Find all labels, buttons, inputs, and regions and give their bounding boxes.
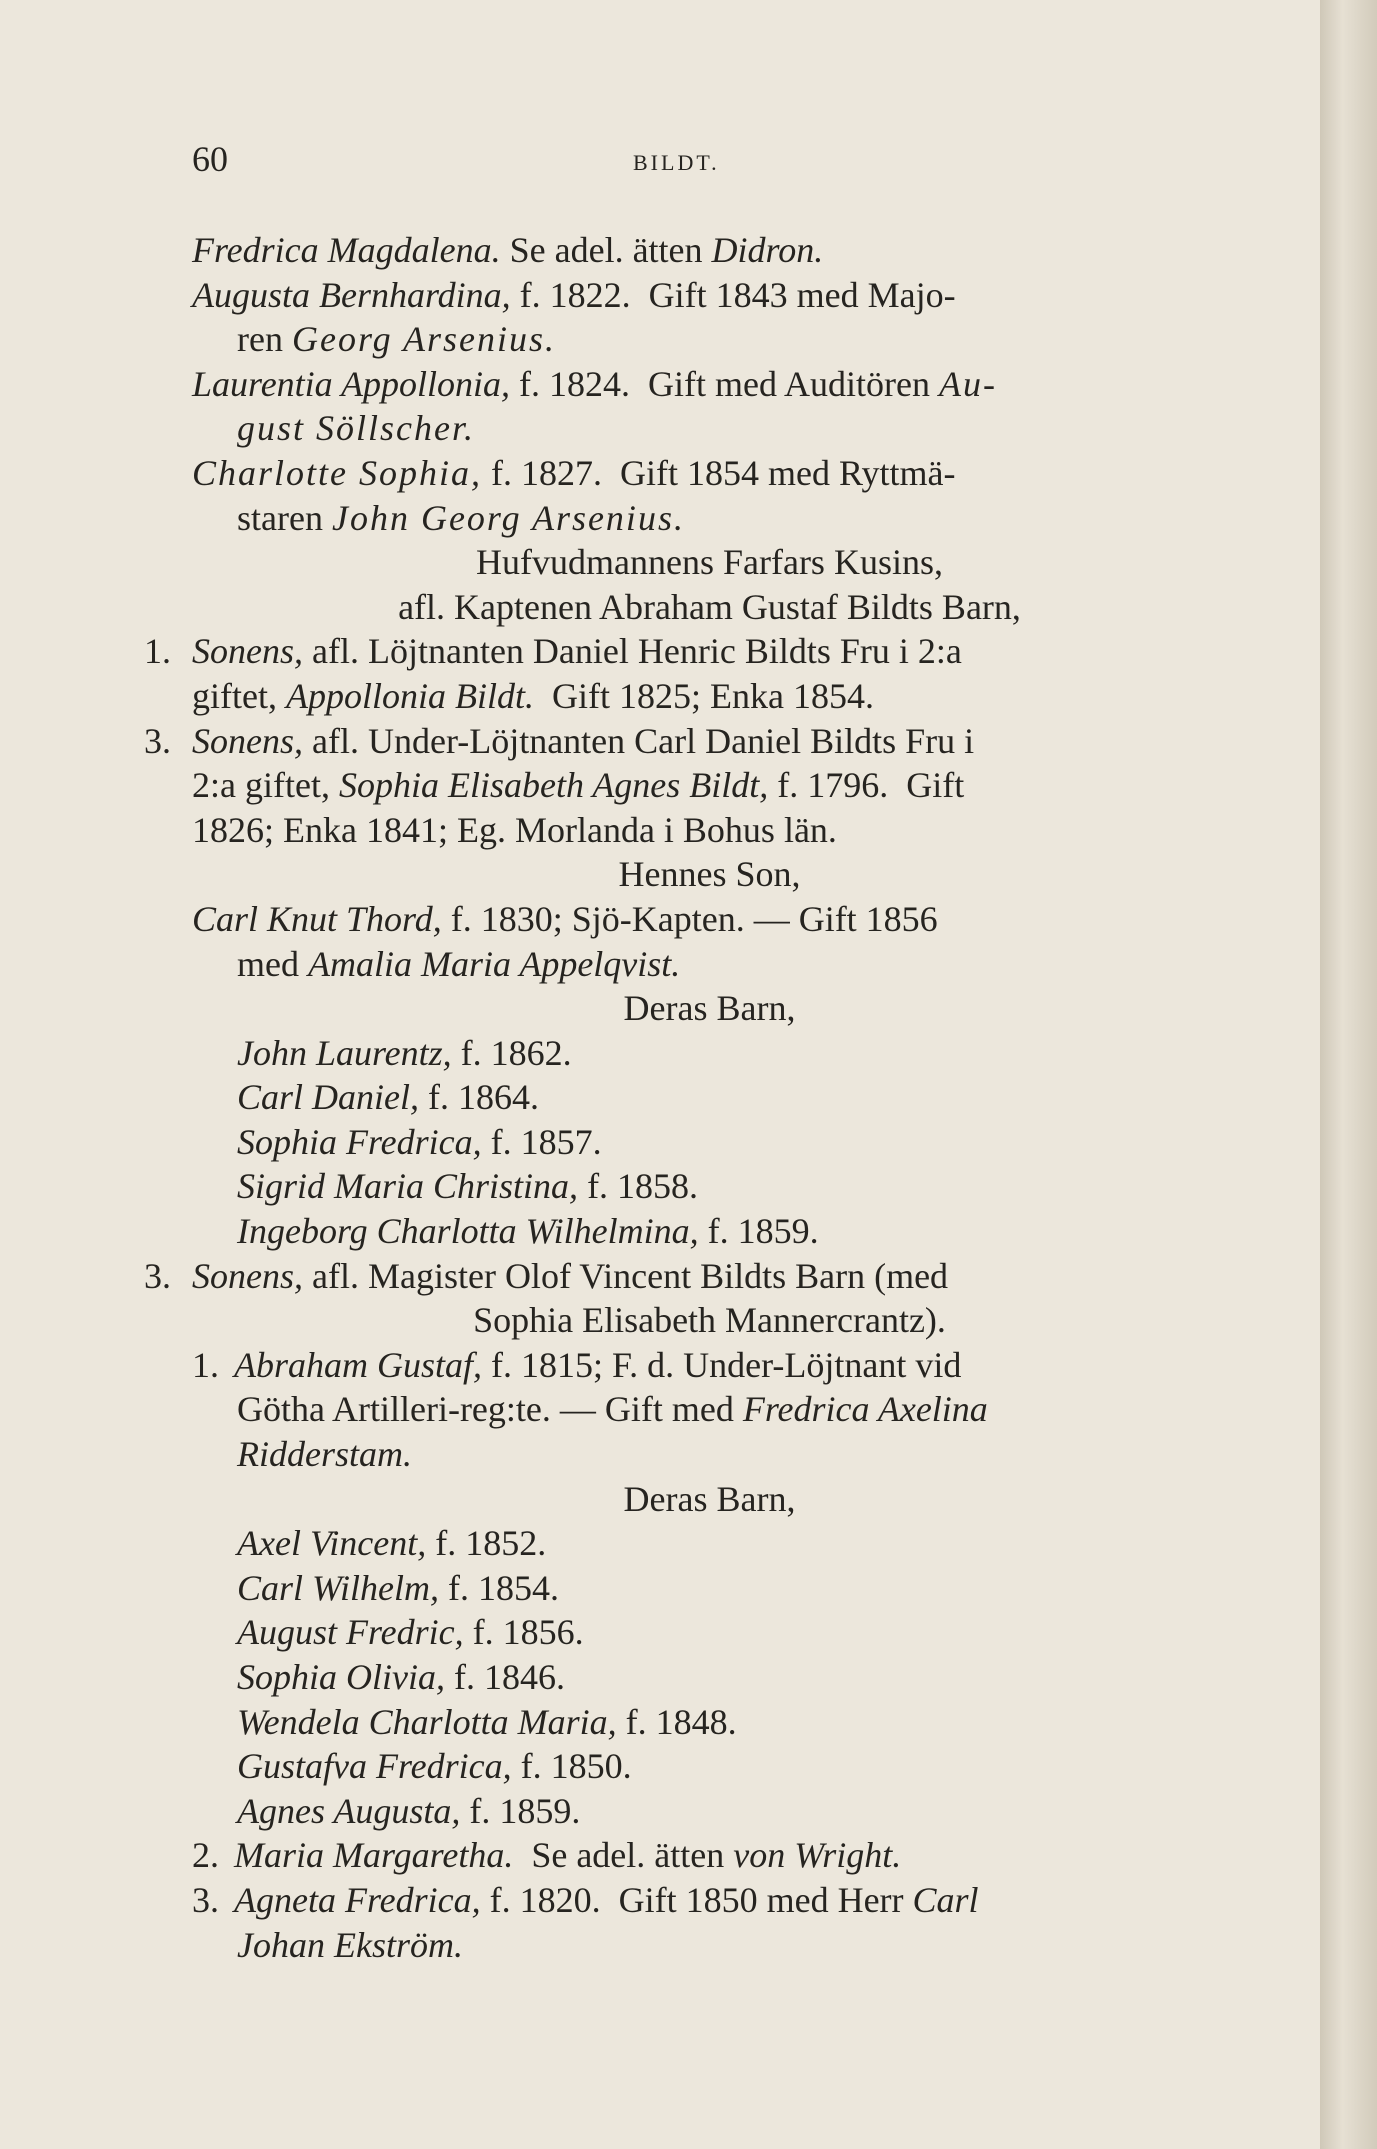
- line-text: f. 1830; Sjö-Kapten. — Gift 1856: [441, 898, 938, 939]
- spouse-name: Johan Ekström.: [237, 1924, 463, 1965]
- section-heading: Deras Barn,: [623, 988, 796, 1029]
- item-number: 1.: [192, 1344, 219, 1385]
- line-text: afl. Magister Olof Vincent Bildts Barn (med: [303, 1255, 949, 1296]
- text-line: [192, 1209, 1227, 1254]
- person-name: Wendela Charlotta Maria,: [237, 1701, 617, 1742]
- spouse-name: Georg Arsenius.: [291, 319, 556, 360]
- section-heading: Deras Barn,: [623, 1478, 796, 1519]
- line-text: f. 1827. Gift 1854 med Ryttmä-: [482, 452, 956, 493]
- text-line: [192, 451, 1227, 496]
- page-header: [0, 138, 1320, 188]
- text-line: [192, 228, 1227, 273]
- line-text: f. 1854.: [439, 1567, 560, 1608]
- text-line: [192, 763, 1227, 808]
- text-line: [192, 317, 1227, 362]
- person-name: John Laurentz,: [237, 1032, 452, 1073]
- line-text: afl. Under-Löjtnanten Carl Daniel Bildts Fru i: [303, 720, 975, 761]
- spouse-name: John Georg Arsenius.: [331, 497, 685, 538]
- line-text: Se adel. ätten: [509, 230, 712, 270]
- person-name: Appollonia Bildt.: [285, 675, 534, 716]
- person-name: Charlotte Sophia,: [192, 452, 483, 493]
- line-text: med: [237, 943, 308, 984]
- spouse-name: Au-: [938, 363, 997, 404]
- person-name: Laurentia Appollonia,: [192, 363, 511, 404]
- text-line: [192, 1789, 1227, 1834]
- spouse-name: Carl: [912, 1879, 979, 1920]
- person-name: Carl Knut Thord,: [192, 898, 442, 939]
- line-text: Götha Artilleri-reg:te. — Gift med: [237, 1389, 743, 1430]
- item-number: 3.: [144, 720, 171, 761]
- person-name: Carl Wilhelm,: [237, 1567, 440, 1608]
- section-heading: Hufvudmannens Farfars Kusins,: [476, 542, 943, 583]
- text-line: [192, 406, 1227, 451]
- person-name: Abraham Gustaf,: [234, 1344, 483, 1385]
- text-line: [192, 1432, 1227, 1477]
- text-line: [192, 1744, 1227, 1789]
- text-line: [192, 1566, 1227, 1611]
- line-text: ren: [237, 319, 292, 360]
- line-text: f. 1864.: [419, 1077, 540, 1118]
- text-line: [192, 1521, 1227, 1566]
- text-line: [192, 1655, 1227, 1700]
- spouse-name: Ridderstam.: [237, 1434, 412, 1475]
- line-text: f. 1822. Gift 1843 med Majo-: [510, 274, 956, 315]
- line-text: f. 1858.: [578, 1166, 699, 1207]
- text-line: [192, 496, 1227, 541]
- line-text: Gift 1825; Enka 1854.: [533, 675, 874, 716]
- person-name: Gustafva Fredrica,: [237, 1746, 512, 1787]
- spouse-name: gust Söllscher.: [237, 408, 476, 449]
- person-name: Ingeborg Charlotta Wilhelmina,: [237, 1211, 699, 1252]
- text-line: [192, 942, 1227, 987]
- text-line: [192, 674, 1227, 719]
- text-line: [192, 1164, 1227, 1209]
- text-line: [192, 1923, 1227, 1968]
- text-line: [192, 273, 1227, 318]
- section-heading: Hennes Son,: [618, 854, 801, 895]
- line-text: staren: [237, 497, 332, 538]
- text-line: [144, 1254, 1227, 1299]
- text-line: [192, 897, 1227, 942]
- line-text: f. 1848.: [616, 1701, 737, 1742]
- person-name: Fredrica Magdalena.: [192, 230, 501, 270]
- item-number: 3.: [144, 1255, 171, 1296]
- family-name: Didron.: [711, 230, 824, 270]
- person-name: Sigrid Maria Christina,: [237, 1166, 579, 1207]
- person-name: Augusta Bernhardina,: [192, 274, 511, 315]
- line-text: f. 1850.: [511, 1746, 632, 1787]
- line-text: f. 1820. Gift 1850 med Herr: [480, 1879, 913, 1920]
- person-name: Maria Margaretha.: [234, 1835, 514, 1876]
- line-text: f. 1824. Gift med Auditören: [510, 363, 939, 404]
- text-line: [192, 1833, 1227, 1878]
- page-body: [144, 228, 1227, 1967]
- text-line: [192, 1610, 1227, 1655]
- text-line: [144, 629, 1227, 674]
- line-text: f. 1796. Gift: [768, 765, 965, 806]
- family-name: von Wright.: [733, 1835, 902, 1876]
- line-label: Sonens,: [192, 720, 303, 761]
- person-name: Sophia Fredrica,: [237, 1121, 482, 1162]
- person-name: Axel Vincent,: [237, 1523, 427, 1564]
- text-line: [192, 1031, 1227, 1076]
- book-gutter: [1320, 0, 1377, 2149]
- text-line: [192, 362, 1227, 407]
- section-heading: afl. Kaptenen Abraham Gustaf Bildts Barn,: [398, 586, 1021, 627]
- running-title: BILDT.: [633, 150, 720, 175]
- person-name: Sophia Olivia,: [237, 1657, 445, 1697]
- person-name: August Fredric,: [237, 1612, 464, 1653]
- line-text: f. 1852.: [426, 1523, 547, 1564]
- person-name: Carl Daniel,: [237, 1077, 420, 1118]
- text-line: [192, 1387, 1227, 1432]
- line-label: Sonens,: [192, 631, 303, 672]
- line-text: f. 1857.: [481, 1121, 602, 1162]
- line-text: f. 1859.: [698, 1211, 819, 1252]
- line-text: afl. Löjtnanten Daniel Henric Bildts Fru i 2:a: [303, 631, 962, 672]
- person-name: Agnes Augusta,: [237, 1790, 461, 1831]
- person-name: Agneta Fredrica,: [234, 1879, 481, 1920]
- spouse-name: Fredrica Axelina: [742, 1389, 988, 1430]
- line-text: f. 1815; F. d. Under-Löjtnant vid: [482, 1344, 962, 1385]
- item-number: 2.: [192, 1835, 219, 1876]
- text-line: [192, 1120, 1227, 1165]
- text-line: [192, 1878, 1227, 1923]
- text-line: Sophia Elisabeth Mannercrantz).: [473, 1300, 946, 1341]
- text-line: [192, 1075, 1227, 1120]
- item-number: 3.: [192, 1879, 219, 1920]
- line-text: giftet,: [192, 675, 286, 716]
- text-line: [192, 1700, 1227, 1745]
- line-text: 2:a giftet,: [192, 765, 339, 806]
- line-text: Se adel. ätten: [513, 1835, 734, 1876]
- line-text: f. 1846.: [444, 1657, 565, 1697]
- line-text: f. 1859.: [460, 1790, 581, 1831]
- text-line: [192, 1343, 1227, 1388]
- text-line: 1826; Enka 1841; Eg. Morlanda i Bohus län.: [192, 809, 837, 850]
- page-number: 60: [192, 139, 228, 179]
- line-text: f. 1856.: [463, 1612, 584, 1653]
- text-line: [144, 719, 1227, 764]
- line-text: f. 1862.: [451, 1032, 572, 1073]
- person-name: Sophia Elisabeth Agnes Bildt,: [338, 765, 769, 806]
- item-number: 1.: [144, 631, 171, 672]
- line-label: Sonens,: [192, 1255, 303, 1296]
- spouse-name: Amalia Maria Appelqvist.: [307, 943, 681, 984]
